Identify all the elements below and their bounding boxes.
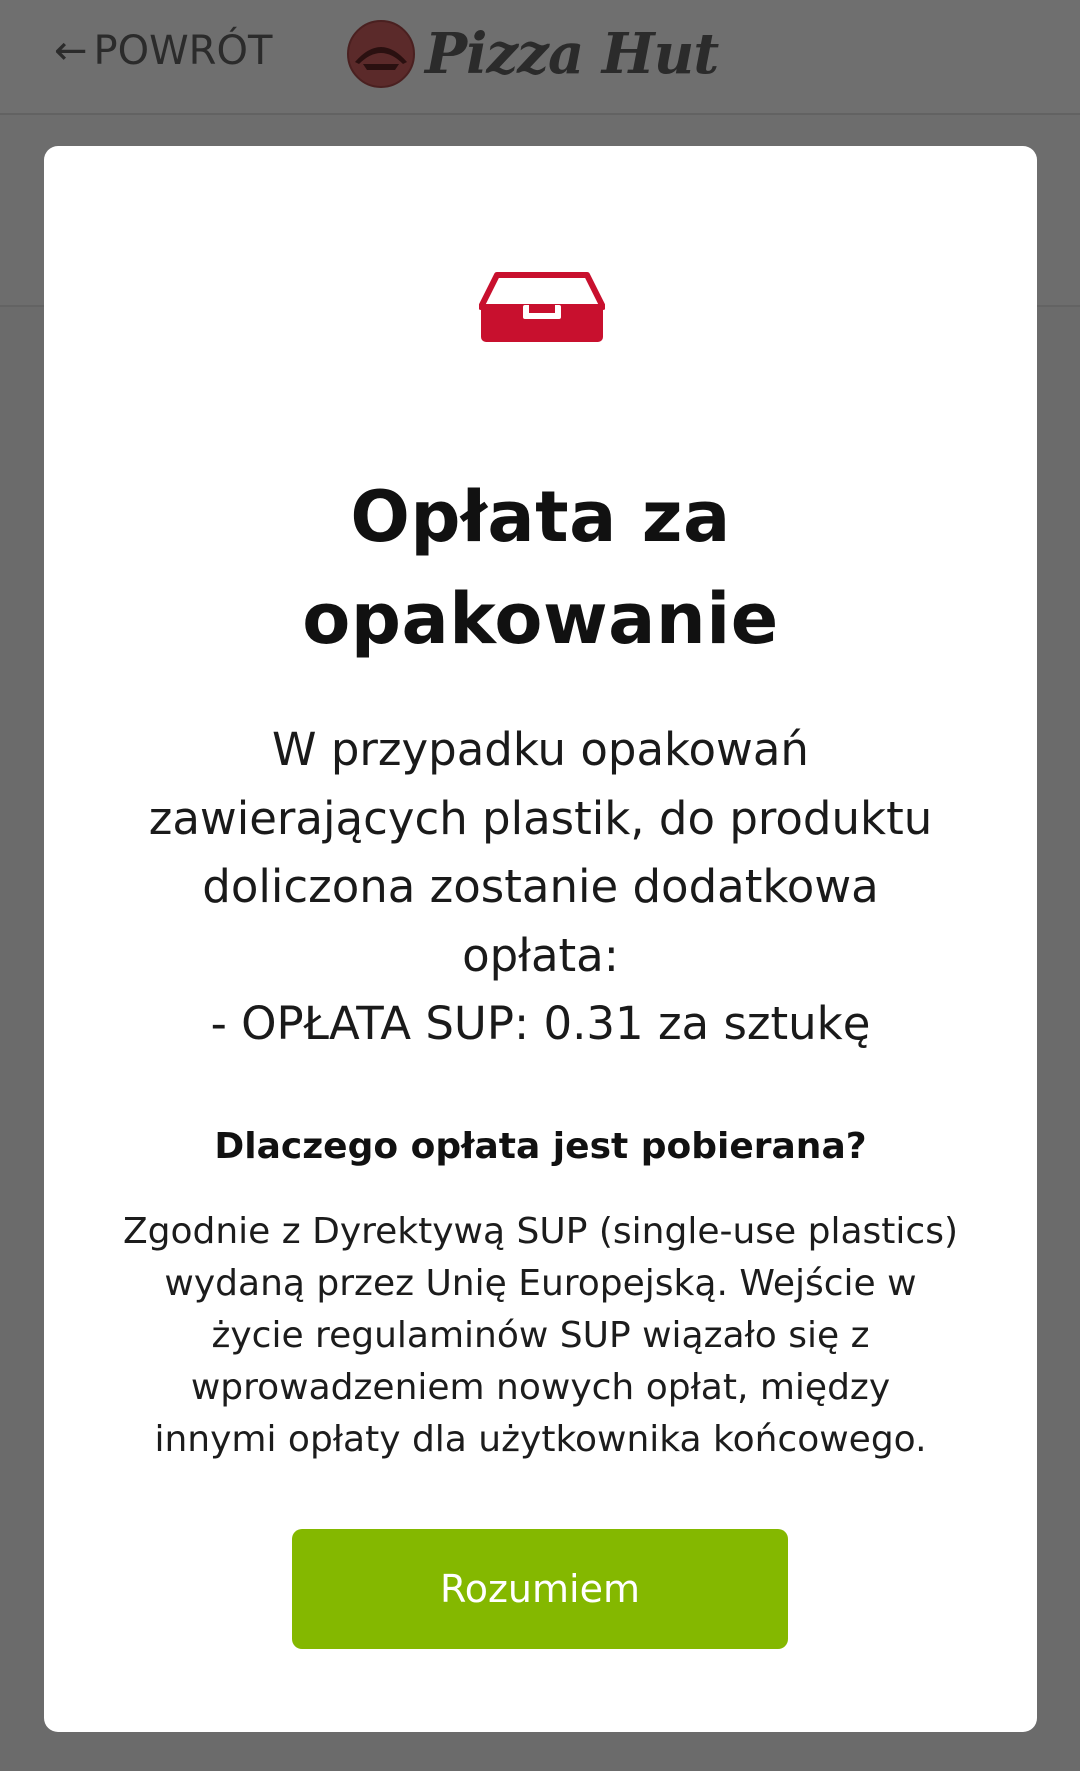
arrow-left-icon: ← — [54, 28, 88, 74]
brand-wordmark: Pizza Hut — [425, 21, 719, 87]
understand-button[interactable]: Rozumiem — [292, 1529, 788, 1649]
explanation-line: Zgodnie z Dyrektywą SUP (single-use plastics) — [122, 1211, 959, 1252]
back-button[interactable] — [54, 26, 272, 76]
modal-title-line: Opłata za — [350, 476, 731, 558]
description-line: W przypadku opakowań — [272, 723, 809, 776]
fee-explanation — [84, 1206, 997, 1466]
fee-amount-line: - OPŁATA SUP: 0.31 za sztukę — [210, 997, 871, 1050]
explanation-line: wydaną przez Unię Europejską. Wejście w — [164, 1263, 917, 1304]
modal-title — [84, 466, 997, 670]
description-line: opłata: — [462, 928, 619, 982]
explanation-line: wprowadzeniem nowych opłat, między — [190, 1367, 891, 1408]
brand-logo — [345, 14, 718, 94]
explanation-line: życie regulaminów SUP wiązało się z — [211, 1315, 870, 1356]
fee-question-heading: Dlaczego opłata jest pobierana? — [214, 1126, 867, 1167]
description-line: doliczona zostanie dodatkowa — [202, 860, 879, 913]
modal-title-line: opakowanie — [302, 578, 779, 660]
app-header — [0, 0, 1080, 115]
packaging-fee-modal — [44, 146, 1037, 1732]
back-label: POWRÓT — [93, 28, 273, 74]
description-line: zawierających plastik, do produktu — [148, 791, 933, 845]
pizza-hut-roof-icon — [345, 18, 417, 90]
fee-description — [104, 716, 977, 1059]
explanation-line: innymi opłaty dla użytkownika końcowego. — [154, 1419, 927, 1460]
pizza-box-icon — [479, 271, 605, 344]
